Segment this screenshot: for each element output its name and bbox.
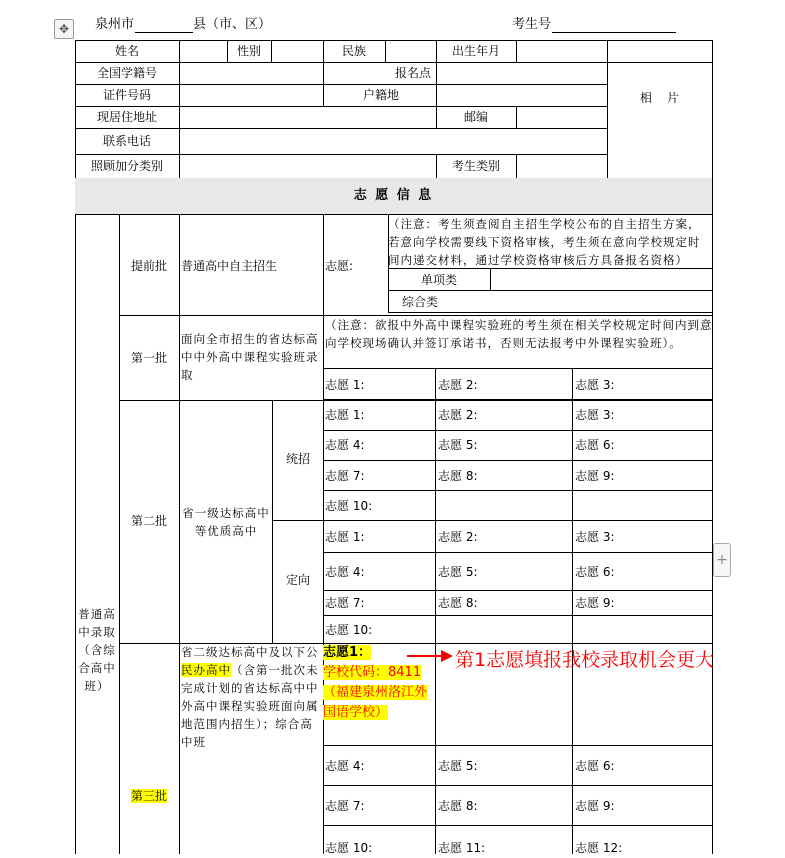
table-rule [435,745,436,854]
label-bonus: 照顾加分类别 [90,159,163,173]
table-rule [712,40,713,854]
batch2-unified-choice[interactable]: 志愿 10: [325,499,373,513]
annotation-arrow-icon [405,648,455,664]
table-rule [572,745,573,854]
table-rule [323,785,712,786]
table-rule [323,430,712,431]
table-rule [323,214,324,854]
batch3-desc-highlight: 民办高中 [181,663,231,677]
batch-early-single: 单项类 [420,273,457,287]
add-column-icon[interactable]: + [713,543,731,577]
table-rule [435,400,436,643]
batch2-directed-choice[interactable]: 志愿 7: [325,596,365,610]
city-blank [135,32,193,33]
batch2-unified-choice[interactable]: 志愿 6: [575,438,615,452]
label-student-no: 全国学籍号 [96,66,157,80]
batch-early-choice-label: 志愿: [325,259,354,273]
table-rule [271,40,272,62]
batch2-directed-choice[interactable]: 志愿 8: [438,596,478,610]
batch3-desc [181,643,323,751]
batch-early-label: 提前批 [130,259,167,273]
batch2-unified-choice[interactable]: 志愿 4: [325,438,365,452]
batch1-label: 第一批 [130,351,167,365]
batch2-label: 第二批 [130,514,167,528]
batch2-sub-directed: 定向 [285,573,310,587]
label-name: 姓名 [114,44,139,58]
label-birth: 出生年月 [451,44,500,58]
table-rule [323,590,712,591]
batch3-choice[interactable]: 志愿 7: [325,799,365,813]
batch2-unified-choice[interactable]: 志愿 8: [438,469,478,483]
batch1-choice-1[interactable]: 志愿 1: [325,378,365,392]
table-rule [323,460,712,461]
batch1-choice-2[interactable]: 志愿 2: [438,378,478,392]
batch-early-comprehensive: 综合类 [401,295,438,309]
table-rule [323,368,712,369]
batch3-choice[interactable]: 志愿 11: [438,841,486,855]
batch2-directed-choice[interactable]: 志愿 3: [575,530,615,544]
label-postcode: 邮编 [463,110,488,124]
table-rule [179,40,180,62]
table-rule [179,214,180,854]
batch3-choice[interactable]: 志愿 10: [325,841,373,855]
batch3-desc-b: （含第一批次未完成计划的省达标高中中外高中课程实验班面向属地范围内招生）；综合高中班 [181,663,319,749]
batch2-directed-choice[interactable]: 志愿 9: [575,596,615,610]
label-reg-point: 报名点 [394,66,431,80]
table-rule [572,400,573,643]
table-rule [516,106,517,128]
table-rule [436,62,437,106]
batch1-note: （注意：欲报中外高中课程实验班的考生须在相关学校规定时间内到意向学校现场确认并签订承诺书，否则无法报考中外课程实验班）。 [325,318,713,350]
batch2-unified-choice[interactable]: 志愿 2: [438,408,478,422]
table-rule [119,214,120,854]
batch-early-desc: 普通高中自主招生 [181,259,278,273]
batch2-directed-choice[interactable]: 志愿 5: [438,565,478,579]
city-label: 泉州市 [95,17,135,32]
batch3-label-text: 第三批 [130,789,167,803]
section-title: 志 愿 信 息 [353,188,434,203]
batch2-directed-choice[interactable]: 志愿 6: [575,565,615,579]
batch2-directed-choice[interactable]: 志愿 4: [325,565,365,579]
move-handle-icon[interactable]: ✥ [54,19,74,39]
table-rule [272,520,712,521]
batch3-choice[interactable]: 志愿 5: [438,759,478,773]
label-gender: 性别 [236,44,261,58]
table-rule [323,745,712,746]
left-category: 普通高中录取（含综合高中班） [78,607,116,693]
label-id-no: 证件号码 [102,88,151,102]
batch2-unified-choice[interactable]: 志愿 9: [575,469,615,483]
table-rule [119,400,712,401]
batch3-desc-a: 省二级达标高中及以下公 [181,645,319,659]
batch1-desc: 面向全市招生的省达标高中中外高中课程实验班录取 [181,332,319,382]
batch2-sub-unified: 统招 [285,452,310,466]
table-rule [75,128,607,129]
exam-no-label: 考生号 [512,17,552,32]
batch3-choice[interactable]: 志愿 9: [575,799,615,813]
batch2-unified-choice[interactable]: 志愿 5: [438,438,478,452]
table-rule [490,268,491,290]
batch2-directed-choice[interactable]: 志愿 1: [325,530,365,544]
label-hukou: 户籍地 [362,88,399,102]
table-rule [516,154,517,178]
batch3-choice-1-label: 志愿1： [323,645,372,660]
batch3-choice[interactable]: 志愿 12: [575,841,623,855]
table-rule [323,490,712,491]
table-rule [272,400,273,643]
exam-no-blank [552,32,676,33]
table-rule [607,40,608,178]
table-rule [572,368,573,400]
batch2-directed-choice[interactable]: 志愿 2: [438,530,478,544]
county-label: 县（市、区） [193,17,272,32]
batch2-unified-choice[interactable]: 志愿 7: [325,469,365,483]
table-rule [75,154,607,155]
label-phone: 联系电话 [102,134,151,148]
batch3-choice-1-school: （福建泉州洛江外国语学校） [323,685,428,720]
batch2-directed-choice[interactable]: 志愿 10: [325,623,373,637]
label-ethnicity: 民族 [341,44,366,58]
batch3-choice-1-code: 学校代码：8411 [323,665,422,680]
batch2-desc: 省一级达标高中等优质高中 [182,506,270,538]
table-rule [388,290,712,291]
photo-box-label: 相 片 [639,91,680,105]
label-address: 现居住地址 [96,110,157,124]
table-rule [516,40,517,62]
table-rule [435,368,436,400]
table-rule [388,312,712,313]
table-rule [323,552,712,553]
batch1-choice-3[interactable]: 志愿 3: [575,378,615,392]
batch3-choice[interactable]: 志愿 6: [575,759,615,773]
batch-early-note: （注意：考生须查阅自主招生学校公布的自主招生方案，若意向学校需要线下资格审核，考生须在意向学校规定时间内递交材料，通过学校资格审核后方具备报名资格） [388,217,701,267]
batch3-choice[interactable]: 志愿 4: [325,759,365,773]
batch3-label [119,786,179,806]
table-rule [323,615,712,616]
batch3-choice[interactable]: 志愿 8: [438,799,478,813]
table-rule [323,825,712,826]
batch2-unified-choice[interactable]: 志愿 1: [325,408,365,422]
table-rule [385,40,386,62]
label-candidate-type: 考生类别 [451,159,500,173]
batch2-unified-choice[interactable]: 志愿 3: [575,408,615,422]
annotation-text: 第1志愿填报我校录取机会更大 [455,649,715,671]
table-rule [179,62,180,178]
